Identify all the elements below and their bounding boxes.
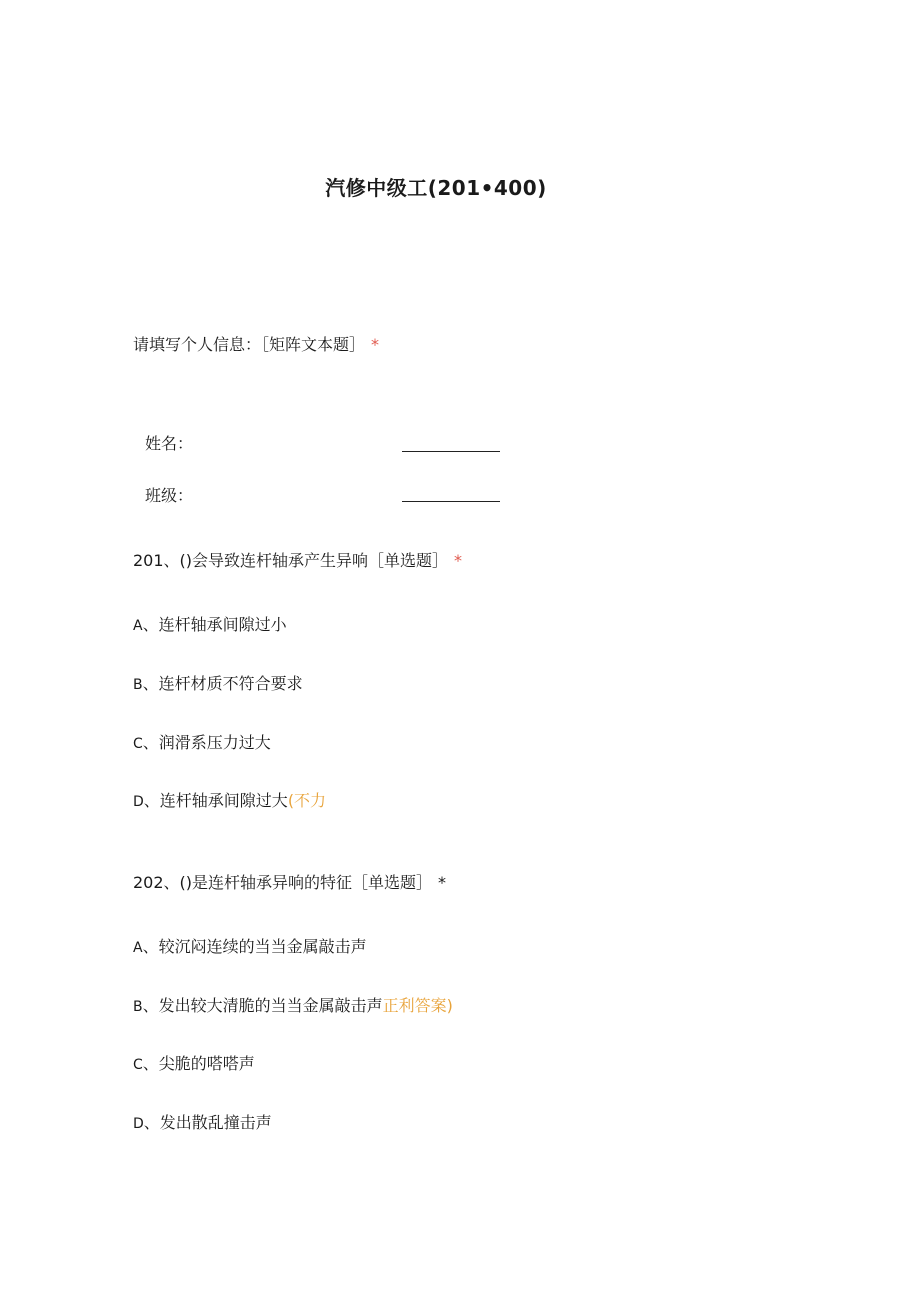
page-title: 汽修中级工(201•400)	[325, 176, 547, 200]
option-202-b[interactable]	[133, 993, 453, 1016]
name-input[interactable]	[402, 451, 500, 452]
question-stem-text: 202、()是连杆轴承异响的特征［单选题］	[133, 873, 433, 892]
option-text: 连杆轴承间隙过大	[159, 791, 288, 810]
option-sep: 、	[142, 615, 159, 634]
question-stem-text: 201、()会导致连杆轴承产生异响［单选题］	[133, 551, 449, 570]
option-text: 尖脆的嗒嗒声	[158, 1054, 255, 1073]
option-201-c[interactable]	[133, 730, 271, 753]
option-text: 发出散乱撞击声	[159, 1113, 272, 1132]
option-sep: 、	[142, 1054, 159, 1073]
option-202-a[interactable]	[133, 934, 367, 957]
option-text: 较沉闷连续的当当金属敲击声	[158, 937, 367, 956]
required-mark: *	[438, 873, 447, 892]
info-prompt-text: 请填写个人信息：［矩阵文本题］	[133, 335, 366, 354]
option-201-d[interactable]	[133, 788, 326, 811]
question-stem-201	[133, 548, 462, 571]
option-sep: 、	[143, 791, 160, 810]
option-letter: B	[133, 677, 143, 693]
option-sep: 、	[142, 733, 159, 752]
option-text: 发出较大清脆的当当金属敲击声	[158, 996, 383, 1015]
answer-note: (不力	[287, 791, 327, 810]
field-label-class: 班级：	[145, 486, 194, 505]
option-letter: C	[133, 1057, 143, 1073]
option-201-b[interactable]	[133, 671, 303, 694]
option-letter: D	[133, 1116, 144, 1132]
option-letter: B	[133, 999, 143, 1015]
option-202-d[interactable]	[133, 1110, 272, 1133]
option-text: 连杆材质不符合要求	[158, 674, 303, 693]
option-text: 连杆轴承间隙过小	[158, 615, 287, 634]
option-201-a[interactable]	[133, 612, 287, 635]
info-prompt	[133, 332, 379, 355]
answer-note: 正利答案)	[382, 996, 453, 1015]
option-sep: 、	[143, 1113, 160, 1132]
option-202-c[interactable]	[133, 1051, 255, 1074]
option-text: 润滑系压力过大	[158, 733, 271, 752]
option-letter: A	[133, 618, 143, 634]
class-input[interactable]	[402, 501, 500, 502]
option-sep: 、	[142, 937, 159, 956]
required-mark: *	[454, 551, 463, 570]
option-sep: 、	[142, 996, 159, 1015]
option-sep: 、	[142, 674, 159, 693]
option-letter: C	[133, 736, 143, 752]
question-stem-202	[133, 870, 446, 893]
field-label-name: 姓名：	[145, 434, 194, 453]
option-letter: D	[133, 794, 144, 810]
required-mark: *	[371, 335, 380, 354]
option-letter: A	[133, 940, 143, 956]
